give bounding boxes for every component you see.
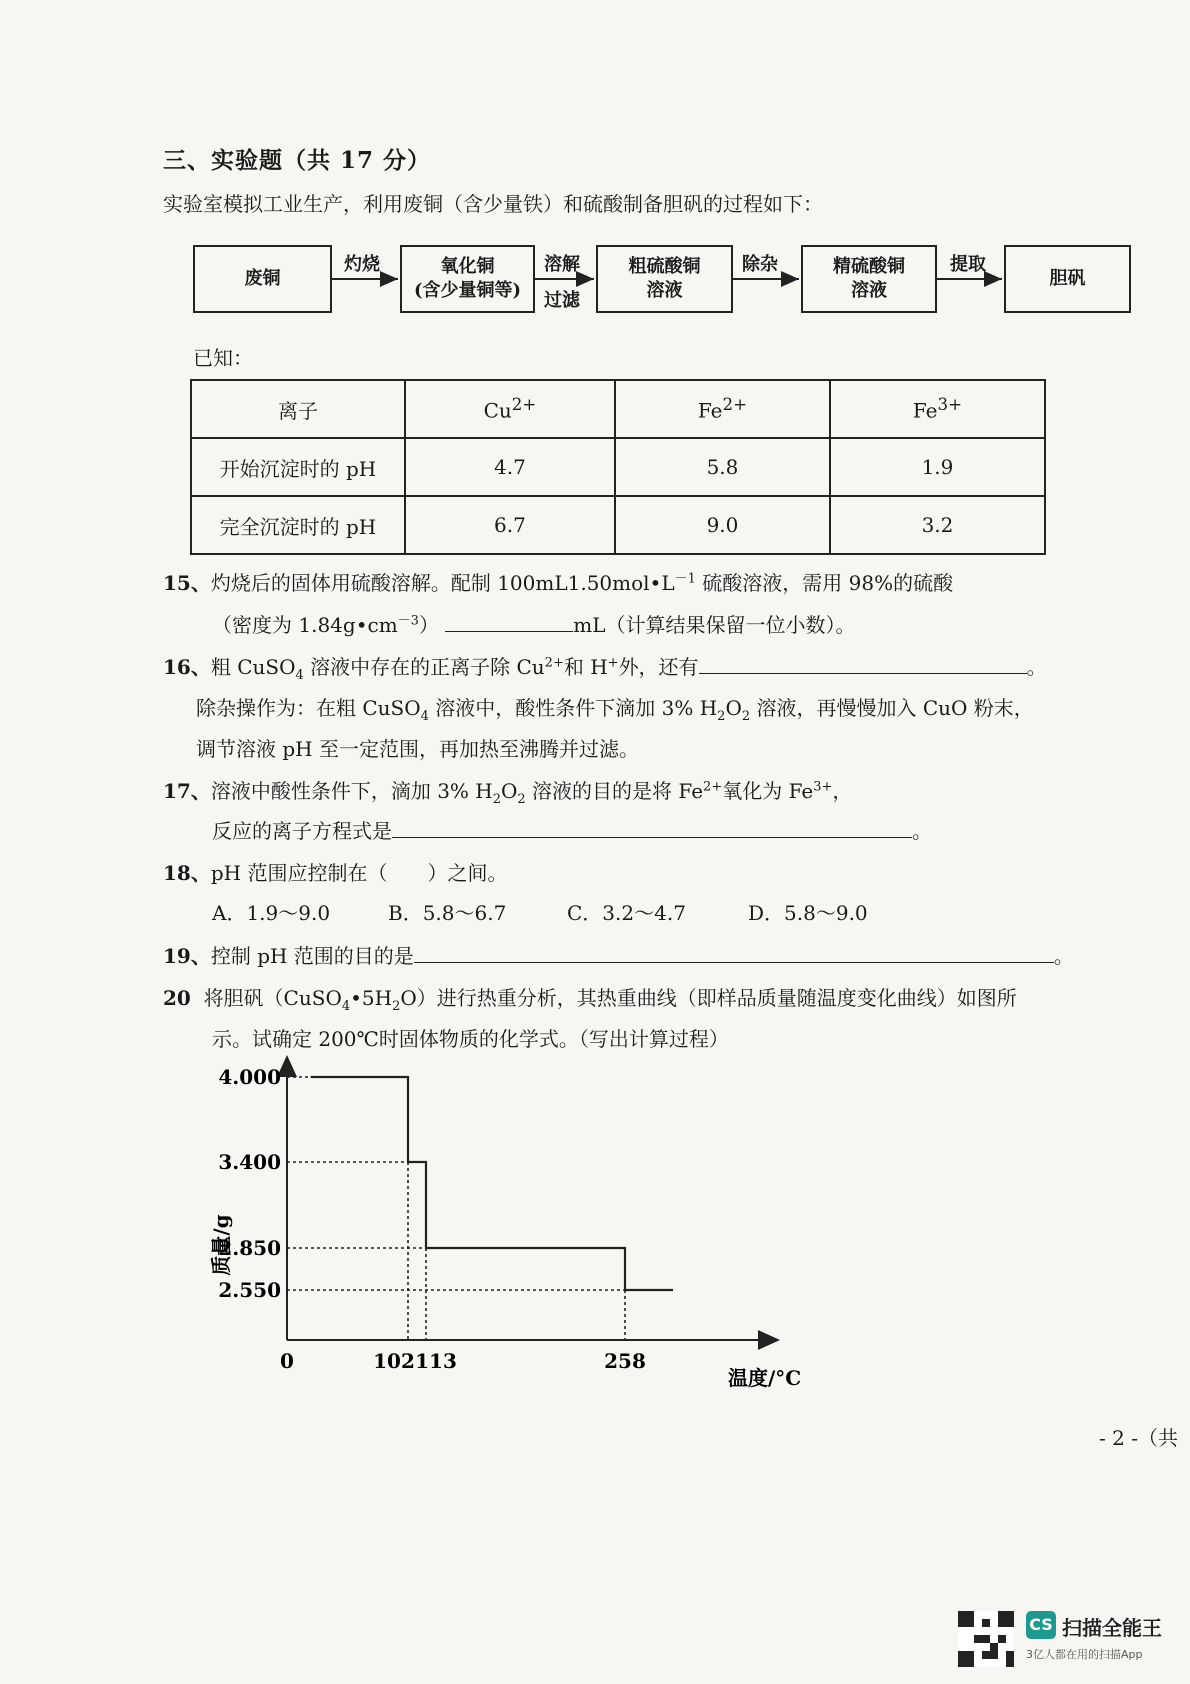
option-d[interactable]: D．5.8～9.0 (748, 901, 868, 925)
flow-step-filter: 过滤 (544, 290, 580, 311)
flow-arrows (0, 0, 1190, 340)
x-tick-label: 102 (373, 1349, 415, 1373)
page-footer: - 2 -（共 (1099, 1426, 1178, 1450)
option-b[interactable]: B．5.8～6.7 (388, 901, 507, 925)
question-19: 19、控制 pH 范围的目的是 。 (163, 944, 1074, 968)
table-cell: 开始沉淀时的 pH (191, 438, 405, 496)
scanner-app-name: 扫描全能王 (1062, 1616, 1162, 1640)
flow-step-extract: 提取 (950, 254, 986, 275)
answer-blank-15[interactable] (445, 613, 573, 632)
table-cell: 5.8 (615, 438, 830, 496)
table-cell: 4.7 (405, 438, 615, 496)
answer-blank-19[interactable] (414, 944, 1054, 963)
x-tick-label: 113 (415, 1349, 457, 1373)
y-tick-label: 2.550 (218, 1278, 281, 1302)
flow-step-purify: 除杂 (742, 254, 778, 275)
table-cell: 9.0 (615, 496, 830, 554)
y-axis-label: 质量/g (209, 1214, 233, 1276)
question-18: 18、pH 范围应控制在（ ）之间。 (163, 861, 508, 885)
table-header-cell: $Fe^{2+}$ (615, 380, 830, 438)
table-cell: 3.2 (830, 496, 1045, 554)
table-header-cell: $Cu^{2+}$ (405, 380, 615, 438)
table-header-row (191, 380, 1045, 438)
flow-box-crude-solution: 粗硫酸铜 溶液 (596, 245, 733, 313)
qr-code-icon (958, 1611, 1014, 1667)
x-axis-label: 温度/°C (728, 1366, 802, 1390)
tg-curve-chart (180, 1055, 840, 1395)
option-c[interactable]: C．3.2～4.7 (567, 901, 686, 925)
question-15: 15、灼烧后的固体用硫酸溶解。配制 $100mL1.50mol•L^{-1}$ 硫酸溶液，需用 98%的硫酸 (163, 571, 954, 595)
question-16: 16、粗 CuSO$_4$ 溶液中存在的正离子除 $Cu^{2+}$和 H+外，还有 。 (163, 655, 1047, 683)
y-tick-label: 2.850 (218, 1236, 281, 1260)
flow-step-roast: 灼烧 (344, 254, 380, 275)
y-tick-label: 3.400 (218, 1150, 281, 1174)
flow-box-refined-solution: 精硫酸铜 溶液 (801, 245, 937, 313)
flow-box-copper-oxide: 氧化铜 (含少量铜等) (400, 245, 535, 313)
intro-text: 实验室模拟工业生产，利用废铜（含少量铁）和硫酸制备胆矾的过程如下： (163, 192, 823, 216)
y-tick-label: 4.000 (218, 1065, 281, 1089)
table-header-cell: 离子 (191, 380, 405, 438)
scanner-logo: CS (1026, 1611, 1056, 1639)
flow-box-scrap-copper: 废铜 (193, 245, 332, 313)
table-cell: 1.9 (830, 438, 1045, 496)
question-15-line-2: （密度为 $1.84g•cm^{-3}$） mL（计算结果保留一位小数）。 (212, 613, 856, 637)
table-cell: 6.7 (405, 496, 615, 554)
x-tick-label: 0 (280, 1349, 294, 1373)
table-cell: 完全沉淀时的 pH (191, 496, 405, 554)
question-17: 17、溶液中酸性条件下，滴加 3% $H_2O_2$ 溶液的目的是将 $Fe^{2+}$氧化为 $Fe^{3+}$， (163, 779, 853, 807)
table-row (191, 438, 1045, 496)
answer-blank-16[interactable] (699, 655, 1027, 674)
question-16-line-3: 调节溶液 pH 至一定范围，再加热至沸腾并过滤。 (196, 737, 639, 761)
option-a[interactable]: A．1.9～9.0 (212, 901, 331, 925)
tg-curve-line (311, 1077, 673, 1290)
precipitation-ph-table (190, 379, 1046, 555)
answer-blank-17[interactable] (392, 819, 912, 838)
table-header-cell: $Fe^{3+}$ (830, 380, 1045, 438)
question-20-line-2: 示。试确定 200℃时固体物质的化学式。（写出计算过程） (212, 1027, 729, 1051)
scanner-app-tagline: 3亿人都在用的扫描App (1026, 1648, 1143, 1661)
known-label: 已知： (193, 346, 253, 370)
question-20: 20 将胆矾$(CuSO_4•5H_2O)$进行热重分析，其热重曲线（即样品质量随温度变化曲线）如图所 (163, 986, 1017, 1014)
table-row (191, 496, 1045, 554)
question-16-line-2: 除杂操作为：在粗 CuSO$_4$ 溶液中，酸性条件下滴加 3% $H_2O_2$ 溶液，再慢慢加入 CuO 粉末， (196, 696, 1034, 724)
flow-step-dissolve: 溶解 (544, 254, 580, 275)
x-tick-label: 258 (604, 1349, 646, 1373)
section-title: 三、实验题（共 17 分） (163, 147, 432, 174)
flow-box-blue-vitriol: 胆矾 (1004, 245, 1131, 313)
question-17-line-2: 反应的离子方程式是 。 (212, 819, 932, 843)
